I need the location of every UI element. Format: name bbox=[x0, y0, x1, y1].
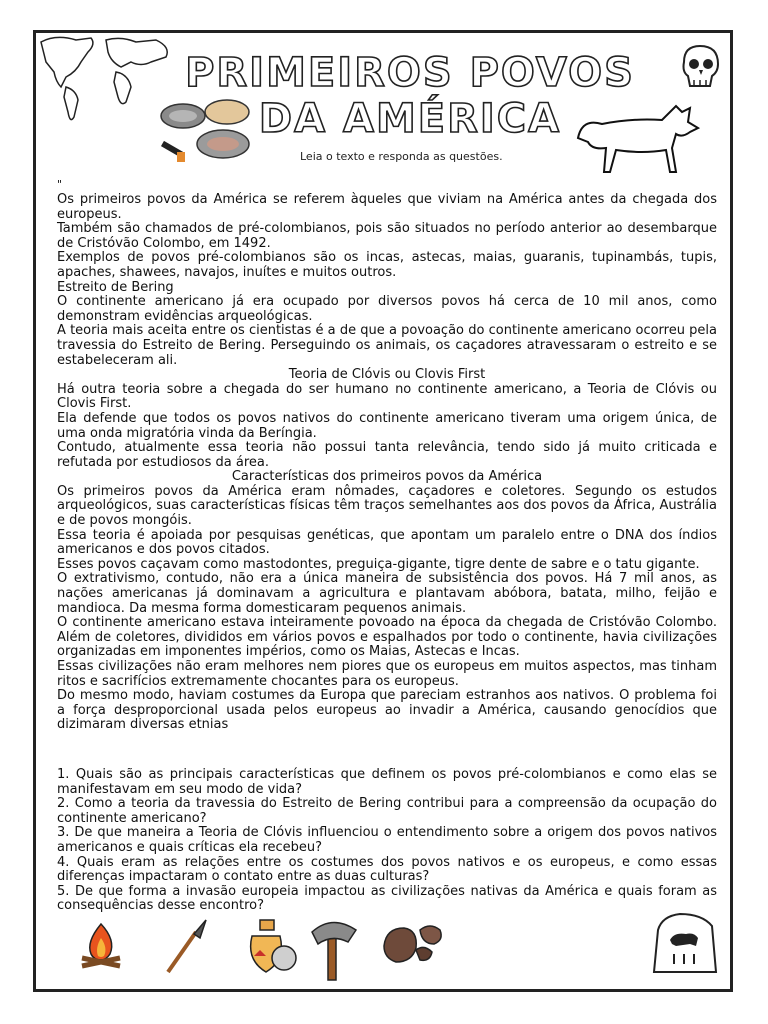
paragraph: Os primeiros povos da América eram nômades, caçadores e coletores. Segundo os estudos arqueológicos, suas características físicas têm traços semelhantes aos dos povos da África, Austrália e de povos mongóis. bbox=[57, 483, 717, 529]
cave-art-icon bbox=[650, 910, 720, 976]
pottery-icon bbox=[238, 916, 300, 978]
paragraph: O extrativismo, contudo, não era a única maneira de subsistência dos povos. Há 7 mil anos, as nações americanas já dominavam a agricultura e plantavam abóbora, batata, milho, feijão e mandioca. Da mesma forma domesticaram pequenos animais. bbox=[57, 571, 717, 616]
paragraph: Essas civilizações não eram melhores nem piores que os europeus em muitos aspectos, mas tinham ritos e sacrifícios extremamente chocantes para os europeus. bbox=[57, 659, 717, 689]
paragraph: Exemplos de povos pré-colombianos são os incas, astecas, maias, guaranis, tupinambás, tupis, apaches, shawees, navajos, inuítes e muitos outros. bbox=[57, 250, 717, 280]
question-item: 2. Como a teoria da travessia do Estreito de Bering contribui para a compreensão da ocupação do continente americano? bbox=[57, 796, 717, 826]
question-item: 3. De que maneira a Teoria de Clóvis influenciou o entendimento sobre a origem dos povos nativos americanos e quais críticas ela recebeu? bbox=[57, 825, 717, 855]
questions-list bbox=[57, 768, 717, 914]
question-item: 1. Quais são as principais características que definem os povos pré-colombianos e como elas se manifestavam em seu modo de vida? bbox=[57, 767, 717, 797]
paragraph: Os primeiros povos da América se referem àqueles que viviam na América antes da chegada dos europeus. bbox=[57, 192, 717, 222]
paragraph: Há outra teoria sobre a chegada do ser humano no continente americano, a Teoria de Clóvis ou Clovis First. bbox=[57, 381, 717, 412]
section-heading: Estreito de Bering bbox=[57, 279, 174, 295]
skull-icon bbox=[676, 42, 724, 92]
paragraph: Do mesmo modo, haviam costumes da Europa que pareciam estranhos aos nativos. O problema foi a força desproporcional usada pelos europeus ao invadir a América, causando genocídios que dizimaram diversas etnias bbox=[57, 688, 717, 733]
section-heading: Características dos primeiros povos da América bbox=[231, 469, 543, 485]
paragraph: A teoria mais aceita entre os cientistas é a de que a povoação do continente americano ocorreu pela travessia do Estreito de Bering. Perseguindo os animais, os caçadores atravessaram o estreito e se estabeleceram ali. bbox=[57, 323, 717, 368]
section-heading: Teoria de Clóvis ou Clovis First bbox=[288, 367, 486, 383]
instructions-text: Leia o texto e responda as questões. bbox=[300, 150, 503, 163]
article-body bbox=[57, 193, 717, 733]
paragraph: Esses povos caçavam como mastodontes, preguiça-gigante, tigre dente de sabre e o tatu gigante. bbox=[57, 556, 700, 572]
campfire-icon bbox=[76, 920, 126, 970]
paragraph: O continente americano estava inteiramente povoado na época da chegada de Cristóvão Colombo. Além de coletores, divididos em vários povos e espalhados por todo o continente, havia civilizações organizadas em imponentes impérios, como os Maias, Astecas e Incas. bbox=[57, 615, 717, 660]
question-item: 4. Quais eram as relações entre os costumes dos povos nativos e os europeus, e como essas diferenças impactaram o contato entre as duas culturas? bbox=[57, 854, 717, 885]
spear-icon bbox=[160, 918, 210, 976]
paragraph: Ela defende que todos os povos nativos do continente americano tiveram uma origem única, de uma onda migratória vinda da Beríngia. bbox=[57, 410, 717, 441]
page-title-line2: DA AMÉRICA bbox=[258, 96, 562, 142]
paragraph: O continente americano já era ocupado por diversos povos há cerca de 10 mil anos, como demonstram evidências arqueológicas. bbox=[57, 294, 717, 324]
paragraph: Também são chamados de pré-colombianos, pois são situados no período anterior ao desembarque de Cristóvão Colombo, em 1492. bbox=[57, 221, 717, 251]
page-title-line1: PRIMEIROS POVOS bbox=[185, 50, 635, 96]
rocks-icon bbox=[380, 918, 446, 966]
stone-axe-icon bbox=[306, 912, 360, 982]
paragraph: Essa teoria é apoiada por pesquisas genéticas, que apontam um paralelo entre o DNA dos índios americanos e dos povos citados. bbox=[57, 527, 717, 558]
quote-mark: " bbox=[57, 178, 63, 191]
paragraph: Contudo, atualmente essa teoria não possui tanta relevância, tendo sido já muito criticada e refutada por estudiosos da área. bbox=[57, 440, 717, 470]
question-item: 5. De que forma a invasão europeia impactou as civilizações nativas da América e quais foram as consequências desse encontro? bbox=[57, 883, 717, 914]
